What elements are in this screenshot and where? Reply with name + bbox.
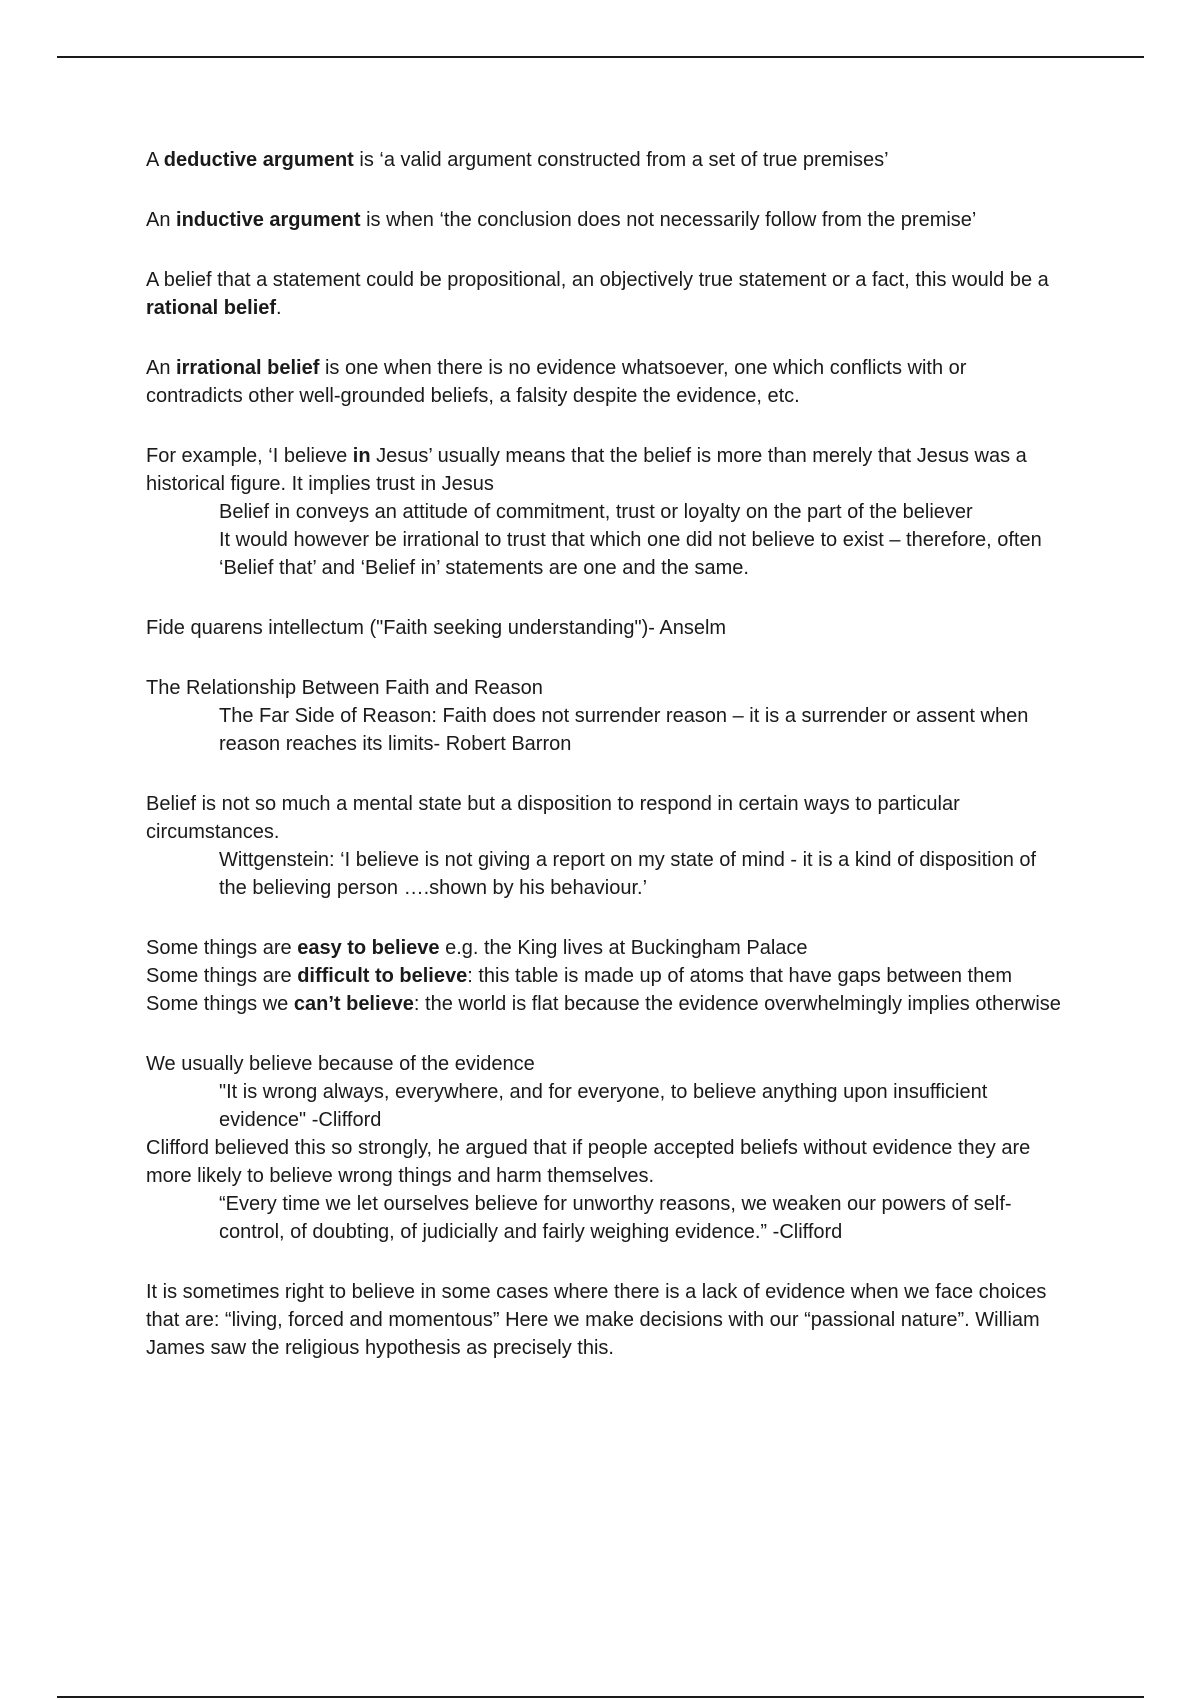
barron-quote: The Far Side of Reason: Faith does not surrender reason – it is a surrender or assent when reason reaches its limits- Robert Barron [219,705,1029,755]
clifford-quote-1: "It is wrong always, everywhere, and for everyone, to believe anything upon insufficient evidence" -Clifford [219,1081,988,1131]
belief-in-note-1: Belief in conveys an attitude of commitment, trust or loyalty on the part of the believer [219,501,973,523]
rational-belief-definition: A belief that a statement could be propositional, an objectively true statement or a fact, this would be a rational belief. [146,269,1049,319]
wittgenstein-quote: Wittgenstein: ‘I believe is not giving a report on my state of mind - it is a kind of disposition of the believing person ….shown by his behaviour.’ [219,849,1037,899]
inductive-argument-definition: An inductive argument is when ‘the conclusion does not necessarily follow from the premise’ [146,209,977,231]
difficult-to-believe: Some things are difficult to believe: this table is made up of atoms that have gaps between them [146,965,1012,987]
easy-to-believe: Some things are easy to believe e.g. the King lives at Buckingham Palace [146,937,808,959]
top-rule [57,56,1144,58]
belief-in-example: For example, ‘I believe in Jesus’ usually means that the belief is more than merely that Jesus was a historical figure. It implies trust in Jesus [146,445,1027,495]
clifford-argument: Clifford believed this so strongly, he argued that if people accepted beliefs without evidence they are more likely to believe wrong things and harm themselves. [146,1137,1031,1187]
document-body [146,146,1066,1362]
irrational-belief-definition: An irrational belief is one when there is no evidence whatsoever, one which conflicts with or contradicts other well-grounded beliefs, a falsity despite the evidence, etc. [146,357,967,407]
clifford-quote-2: “Every time we let ourselves believe for unworthy reasons, we weaken our powers of self-control, of doubting, of judicially and fairly weighing evidence.” -Clifford [219,1193,1012,1243]
faith-reason-heading: The Relationship Between Faith and Reason [146,677,543,699]
bottom-rule [57,1696,1144,1698]
belief-in-note-2: It would however be irrational to trust that which one did not believe to exist – therefore, often ‘Belief that’ and ‘Belief in’ statements are one and the same. [219,529,1042,579]
belief-disposition: Belief is not so much a mental state but a disposition to respond in certain ways to particular circumstances. [146,793,960,843]
anselm-quote: Fide quarens intellectum ("Faith seeking understanding")- Anselm [146,617,727,639]
deductive-argument-definition: A deductive argument is ‘a valid argument constructed from a set of true premises’ [146,149,889,171]
cant-believe: Some things we can’t believe: the world is flat because the evidence overwhelmingly implies otherwise [146,993,1061,1015]
william-james-paragraph: It is sometimes right to believe in some cases where there is a lack of evidence when we face choices that are: “living, forced and momentous” Here we make decisions with our “passional nature”. William James saw the religious hypothesis as precisely this. [146,1281,1047,1359]
evidence-belief: We usually believe because of the evidence [146,1053,535,1075]
